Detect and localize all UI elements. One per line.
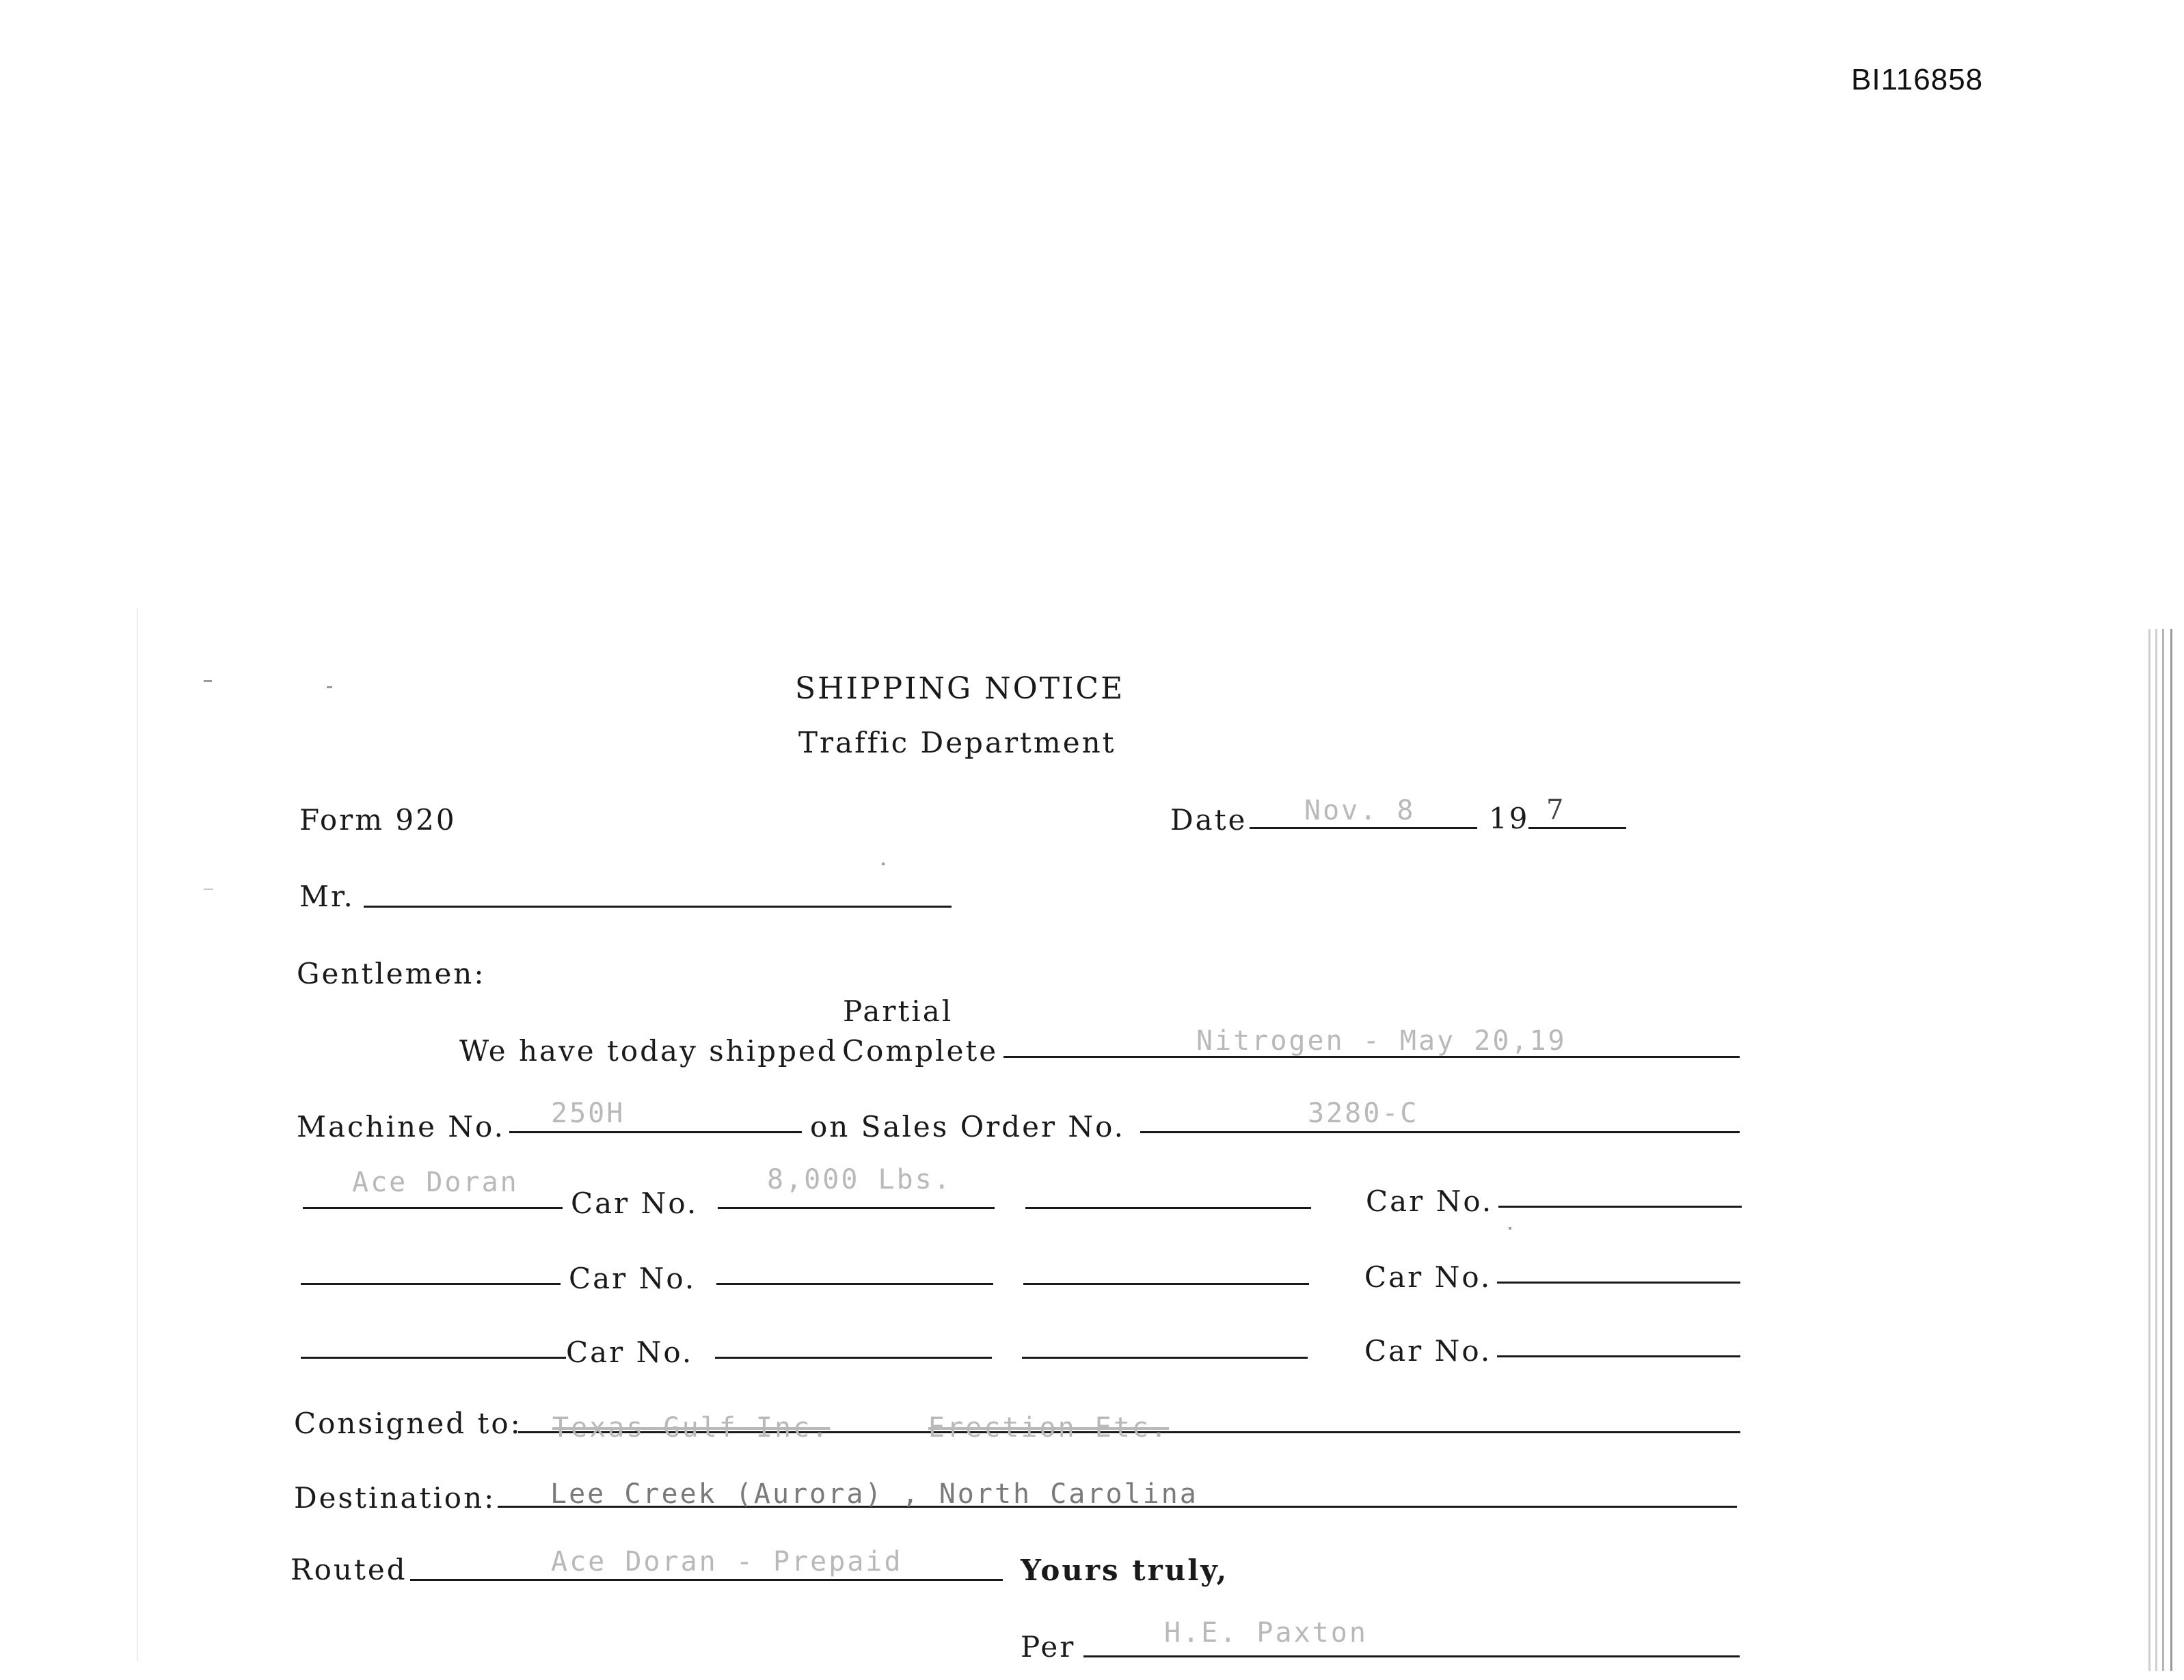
car-no-label: Car No.: [571, 1187, 699, 1220]
routed-value: Ace Doran - Prepaid: [551, 1546, 903, 1577]
document-id: BI116858: [1851, 63, 1984, 96]
scan-edge-right-2: [2155, 629, 2157, 1671]
scan-edge-right-3: [2162, 629, 2164, 1671]
car-row-left-car-line: [715, 1357, 992, 1359]
consigned-value-2: Erection Etc.: [928, 1412, 1170, 1444]
car-row-right-line: [1022, 1357, 1308, 1359]
car-no-label: Car No.: [1366, 1184, 1494, 1218]
per-value: H.E. Paxton: [1164, 1617, 1368, 1649]
form-number: Form 920: [299, 803, 457, 837]
scan-speck: [1509, 1227, 1511, 1230]
consigned-value-1: Texas Gulf Inc.: [552, 1412, 831, 1444]
salutation: Gentlemen:: [297, 957, 486, 990]
per-line: [1083, 1655, 1740, 1657]
machine-label: Machine No.: [297, 1110, 505, 1143]
car-row-right-car-line: [1497, 1282, 1740, 1284]
partial-label: Partial: [843, 994, 954, 1028]
year-line: [1528, 827, 1626, 829]
date-year: 7: [1546, 794, 1564, 826]
car-row-left-car-line: [718, 1207, 995, 1209]
car-row-left-line: [301, 1283, 561, 1285]
mr-label: Mr.: [299, 880, 355, 913]
complete-label: Complete: [842, 1034, 999, 1068]
sales-order-value: 3280-C: [1308, 1098, 1419, 1129]
destination-value: Lee Creek (Aurora) , North Carolina: [550, 1478, 1198, 1510]
notice-title: SHIPPING NOTICE: [795, 671, 1125, 706]
routed-line: [410, 1579, 1003, 1581]
car-row-right-line: [1025, 1207, 1311, 1209]
machine-line: [509, 1131, 802, 1133]
scan-speck: [882, 863, 885, 865]
car-row-left-car-line: [716, 1283, 993, 1285]
per-label: Per: [1021, 1630, 1076, 1664]
car-row-right-car-line: [1498, 1206, 1742, 1208]
scan-edge-right-1: [2148, 629, 2151, 1671]
mr-line: [364, 906, 952, 908]
department-subtitle: Traffic Department: [798, 726, 1116, 759]
shipped-value: Nitrogen - May 20,19: [1196, 1025, 1567, 1057]
scan-speck: [327, 686, 332, 688]
shipped-prefix: We have today shipped: [459, 1034, 838, 1068]
date-line: [1250, 827, 1477, 829]
sales-order-label: on Sales Order No.: [810, 1110, 1126, 1143]
car-no-label: Car No.: [566, 1336, 694, 1369]
car-no-label: Car No.: [1364, 1260, 1492, 1294]
car-no-label: Car No.: [1364, 1334, 1492, 1368]
scan-speck: [204, 680, 212, 682]
closing: Yours truly,: [1021, 1554, 1229, 1587]
destination-label: Destination:: [294, 1481, 496, 1515]
machine-value: 250H: [551, 1098, 625, 1129]
car-row-right-car-line: [1497, 1355, 1740, 1357]
car-row-left-line: [303, 1207, 563, 1209]
consigned-label: Consigned to:: [294, 1407, 522, 1440]
date-century: 19: [1489, 802, 1530, 835]
car-row-right-line: [1023, 1283, 1309, 1285]
car-no-label: Car No.: [569, 1262, 697, 1295]
sales-order-line: [1140, 1131, 1740, 1133]
car-row-left-car-value: 8,000 Lbs.: [767, 1164, 952, 1195]
scan-edge-left: [137, 608, 138, 1661]
routed-label: Routed: [291, 1553, 407, 1586]
date-value: Nov. 8: [1304, 795, 1416, 826]
scan-edge-right-4: [2170, 629, 2172, 1671]
scan-speck: [204, 889, 213, 890]
car-row-left-value: Ace Doran: [352, 1167, 519, 1198]
car-row-left-line: [301, 1357, 566, 1359]
date-label: Date: [1170, 803, 1248, 837]
